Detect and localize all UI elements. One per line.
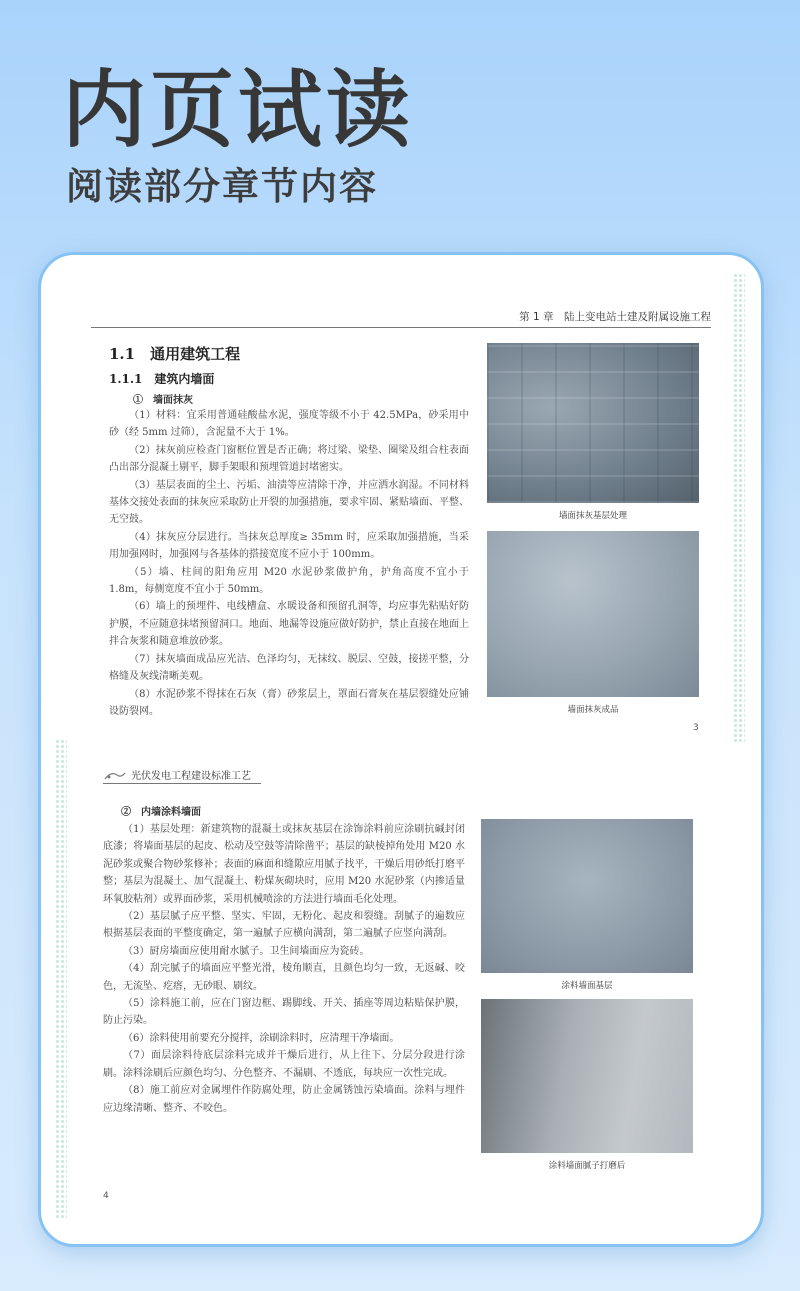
photo-caption: 涂料墙面腻子打磨后	[548, 1161, 626, 1171]
paragraph: （6）墙上的预埋件、电线槽盒、水暖设备和预留孔洞等，均应事先粘贴好防护膜，不应随意抹堵预留洞口。地面、地漏等设施应做好防护，禁止直接在地面上拌合灰浆和随意堆放砂浆。	[109, 601, 469, 648]
paragraph: （3）基层表面的尘土、污垢、油渍等应清除干净，并应洒水润湿。不同材料基体交接处表面的抹灰应采取防止开裂的加强措施，要求牢固、紧贴墙面、平整、无空鼓。	[109, 479, 469, 526]
paragraph: （7）面层涂料待底层涂料完成并干燥后进行，从上往下、分层分段进行涂刷。涂料涂刷后应颜色均匀、分色整齐、不漏刷、不透底，每块应一次性完成。	[103, 1050, 465, 1079]
photo-paint-base	[481, 819, 693, 973]
paragraph: （7）抹灰墙面成品应光洁、色泽均匀，无抹纹、脱层、空鼓，接搓平整，分格缝及灰线清晰美观。	[109, 653, 469, 683]
paragraph: （8）施工前应对金属埋件作防腐处理，防止金属锈蚀污染墙面。涂料与埋件应边缘清晰、整齐、不咬色。	[103, 1085, 465, 1114]
paragraph: （6）涂料使用前要充分搅拌，涂刷涂料时，应清理干净墙面。	[123, 1032, 400, 1044]
photo-caption: 涂料墙面基层	[561, 981, 613, 991]
paragraph: （5）涂料施工前，应在门窗边框、踢脚线、开关、插座等周边粘贴保护膜，防止污染。	[103, 998, 465, 1027]
preview-frame	[38, 252, 764, 1247]
book-header-text: 光伏发电工程建设标准工艺	[131, 771, 251, 782]
paragraph: （1）基层处理：新建筑物的混凝土或抹灰基层在涂饰涂料前应涂刷抗碱封闭底漆；将墙面基层的起皮、松动及空鼓等清除凿平；基层的缺棱掉角处用 M20 水泥砂浆或聚合物砂浆修补；表面的麻面和缝隙应用腻子找平，干燥后用砂纸打磨平整；基层为混凝土、加气混凝土、粉煤灰砌块时，应用 M20 水泥砂浆（内掺适量环氧胶粘剂）或界面砂浆，采用机械喷涂的方法进行墙面毛化处理。	[103, 824, 465, 905]
photo-plaster-finished	[487, 531, 699, 697]
photo-caption: 墙面抹灰成品	[567, 705, 619, 715]
page1-body	[109, 407, 469, 720]
photo-caption: 墙面抹灰基层处理	[558, 511, 627, 521]
paragraph: （5）墙、柱间的阳角应用 M20 水泥砂浆做护角，护角高度不宜小于 1.8m，每侧宽度不宜小于 50mm。	[109, 566, 469, 596]
running-head: 第 1 章 陆上变电站土建及附属设施工程	[91, 309, 711, 328]
paragraph: （2）抹灰前应检查门窗框位置是否正确；将过梁、梁垫、圈梁及组合柱表面凸出部分混凝土剔平，脚手架眼和预埋管道封堵密实。	[109, 444, 469, 474]
section-title: 1.1 通用建筑工程	[109, 345, 241, 363]
paragraph: （2）基层腻子应平整、坚实、牢固，无粉化、起皮和裂缝。刮腻子的遍数应根据基层表面的平整度确定，第一遍腻子应横向满刮，第二遍腻子应竖向满刮。	[103, 911, 465, 940]
paragraph: （8）水泥砂浆不得抹在石灰（膏）砂浆层上，罩面石膏灰在基层裂缝处应铺设防裂网。	[109, 688, 469, 717]
paragraph: （4）抹灰应分层进行。当抹灰总厚度≥ 35mm 时，应采取加强措施，当采用加强网时，加强网与各基体的搭接宽度不应小于 100mm。	[109, 531, 469, 561]
book-header-rule	[103, 783, 261, 784]
paragraph: （4）刮完腻子的墙面应平整光滑，棱角顺直，且颜色均匀一致，无返碱、咬色，无流坠、疙瘩，无砂眼、刷纹。	[103, 963, 465, 992]
decorative-dots-right	[733, 273, 745, 743]
photo-plaster-base	[487, 343, 699, 503]
decorative-dots-left	[55, 739, 67, 1219]
hero-subtitle: 阅读部分章节内容	[66, 165, 378, 208]
book-header	[103, 767, 251, 782]
page2-body	[103, 821, 465, 1117]
paragraph: （3）厨房墙面应使用耐水腻子。卫生间墙面应为瓷砖。	[123, 945, 370, 957]
sprout-icon	[103, 769, 127, 781]
item-heading-paint: ② 内墙涂料墙面	[121, 807, 201, 818]
subsection-title: 1.1.1 建筑内墙面	[109, 372, 215, 386]
hero-title: 内页试读	[62, 61, 415, 159]
photo-paint-sanded	[481, 999, 693, 1153]
item-heading-plastering: ① 墙面抹灰	[133, 395, 193, 406]
page-number: 3	[693, 723, 699, 733]
page-number: 4	[103, 1191, 109, 1201]
paragraph: （1）材料：宜采用普通硅酸盐水泥，强度等级不小于 42.5MPa，砂采用中砂（经 5mm 过筛），含泥量不大于 1%。	[109, 410, 469, 439]
